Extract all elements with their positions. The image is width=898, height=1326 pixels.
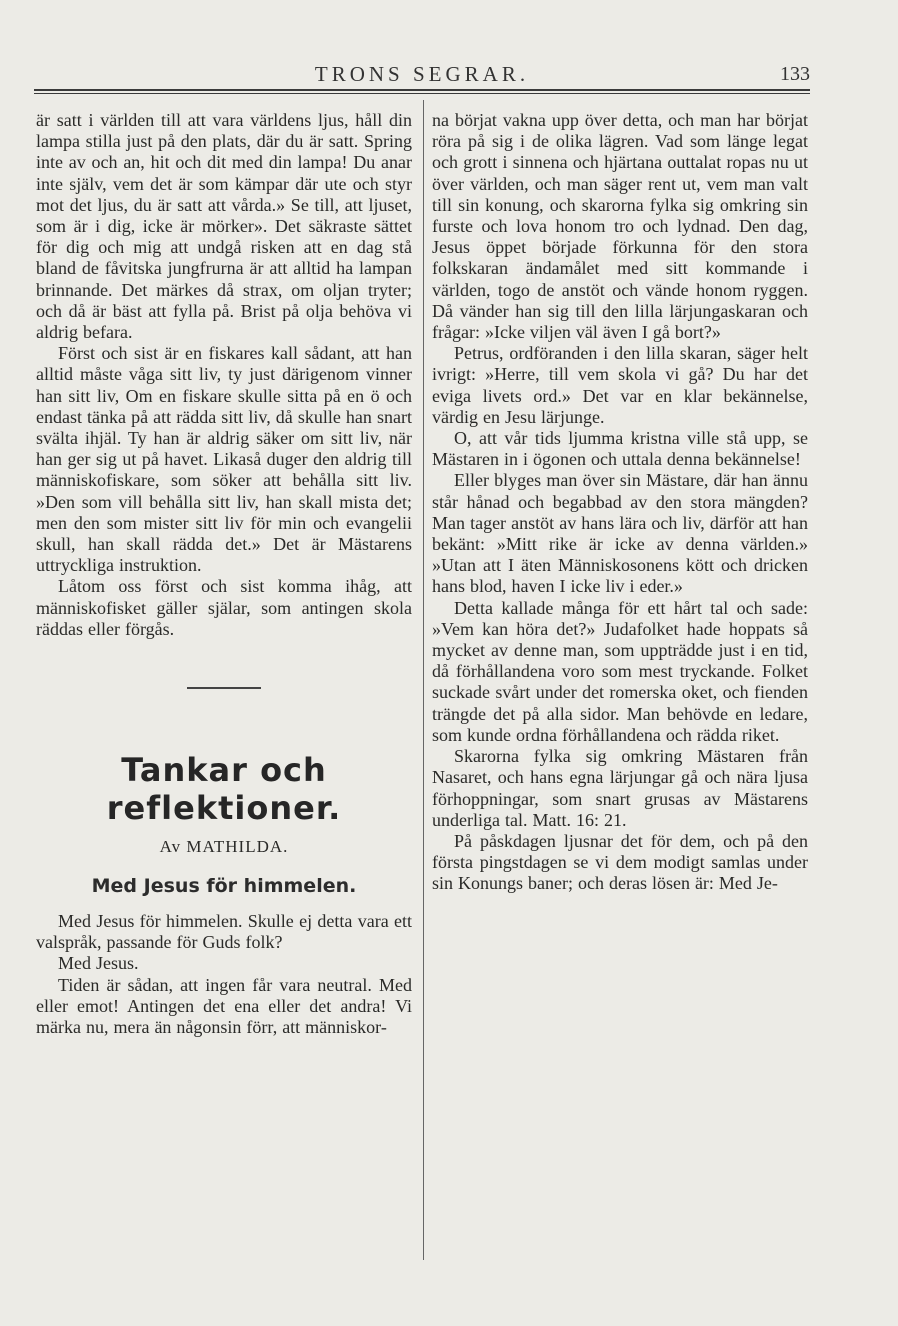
paragraph: är satt i världen till att vara världens ljus, håll din lampa stilla just på den plats, där du är satt. Spring inte av och an, hit och dit med din lampa! Du anar inte själv, vem det är som kämpar där ute och styr mot det ljus, du är satt att vårda.» Se till, att ljuset, som är i dig, icke är mörker». Det säkraste sättet för dig och mig att undgå risken att en dag stå bland de fåvitska jungfrurna är att alltid ha lampan brinnande. Det märkes då strax, om oljan tryter; och då är bäst att fylla på. Brist på olja behöva vi aldrig befara.: [36, 110, 412, 343]
running-title: TRONS SEGRAR.: [314, 62, 530, 86]
paragraph: Skarorna fylka sig omkring Mästaren från Nasaret, och hans egna lärjungar gå och nära ljusa förhoppningar, som snart grusas av Mästarens underliga tal. Matt. 16: 21.: [432, 746, 808, 830]
section-divider: [187, 687, 261, 689]
left-column: [36, 110, 412, 1038]
column-divider: [423, 100, 424, 1260]
page-number: 133: [780, 63, 810, 85]
paragraph: O, att vår tids ljumma kristna ville stå upp, se Mästaren in i ögonen och uttala denna bekännelse!: [432, 428, 808, 470]
paragraph: På påskdagen ljusnar det för dem, och på den första pingstdagen se vi dem modigt samlas under sin Konungs baner; och deras lösen är: Med Je-: [432, 830, 808, 894]
author-byline: Av MATHILDA.: [159, 837, 289, 857]
running-head: [34, 60, 810, 90]
paragraph: Eller blyges man över sin Mästare, där han ännu står hånad och begabbad av den stora mängden? Man tager anstöt av hans lära och liv, därför att han bekänt: »Mitt rike är icke av denna världen.» »Utan att I äten Människosonens kött och dricken hans blod, haven I icke liv i eder.»: [432, 470, 808, 597]
header-rule: [34, 89, 810, 94]
paragraph: Tiden är sådan, att ingen får vara neutral. Med eller emot! Antingen det ena eller det andra! Vi märka nu, mera än någonsin förr, att människor-: [36, 974, 412, 1038]
paragraph: Med Jesus.: [58, 953, 139, 974]
paragraph: Låtom oss först och sist komma ihåg, att människofisket gäller själar, som antingen skola räddas eller förgås.: [36, 576, 412, 639]
right-column: [432, 110, 808, 895]
paragraph: Först och sist är en fiskares kall sådant, att han alltid måste våga sitt liv, ty just därigenom vinner han sitt liv, Om en fiskare skulle sitta på en ö och endast tänka på att rädda sitt liv, då skulle han snart svälta ihjäl. Ty han är aldrig säker om sitt liv, när han ger sig ut på havet. Likaså duger den aldrig till människofiskare, som söker att behålla sitt liv. »Den som vill behålla sitt liv, han skall mista det; men den som mister sitt liv för min och evangelii skull, han skall rädda det.» Det är Mästarens uttryckliga instruktion.: [36, 343, 412, 576]
paragraph: na börjat vakna upp över detta, och man har börjat röra på sig i de olika lägren. Vad som länge legat och grott i sinnena och hjärtana outtalat ropas nu ut över världen, och man säger rent ut, vem man valt till sin konung, och skarorna fylka sig omkring sin furste och lova honom tro och lydnad. Den dag, Jesus öppet började förkunna för den stora folkskaran ändamålet med sitt kommande i världen, togo de anstöt och vände honom ryggen. Då vänder han sig till den lilla lärjungaskaran och frågar: »Icke viljen väl även I gå bort?»: [432, 110, 808, 343]
subsection-title: Med Jesus för himmelen.: [91, 875, 357, 898]
paragraph: Petrus, ordföranden i den lilla skaran, säger helt ivrigt: »Herre, till vem skola vi gå? Du har det eviga livets ord.» Det var en klar bekännelse, värdig en Jesu lärjunge.: [432, 343, 808, 427]
section-title: Tankar och reflektioner.: [106, 751, 342, 828]
paragraph: Detta kallade många för ett hårt tal och sade: »Vem kan höra det?» Judafolket hade hoppats så mycket av denne man, som uppträdde just i en tid, då förhållandena voro som mest tryckande. Folket suckade svårt under det romerska oket, och fienden trängde det på alla sidor. Man behövde en ledare, som kunde ordna förhållandena och rädda riket.: [432, 597, 808, 745]
paragraph: Med Jesus för himmelen. Skulle ej detta vara ett valspråk, passande för Guds folk?: [36, 911, 412, 953]
